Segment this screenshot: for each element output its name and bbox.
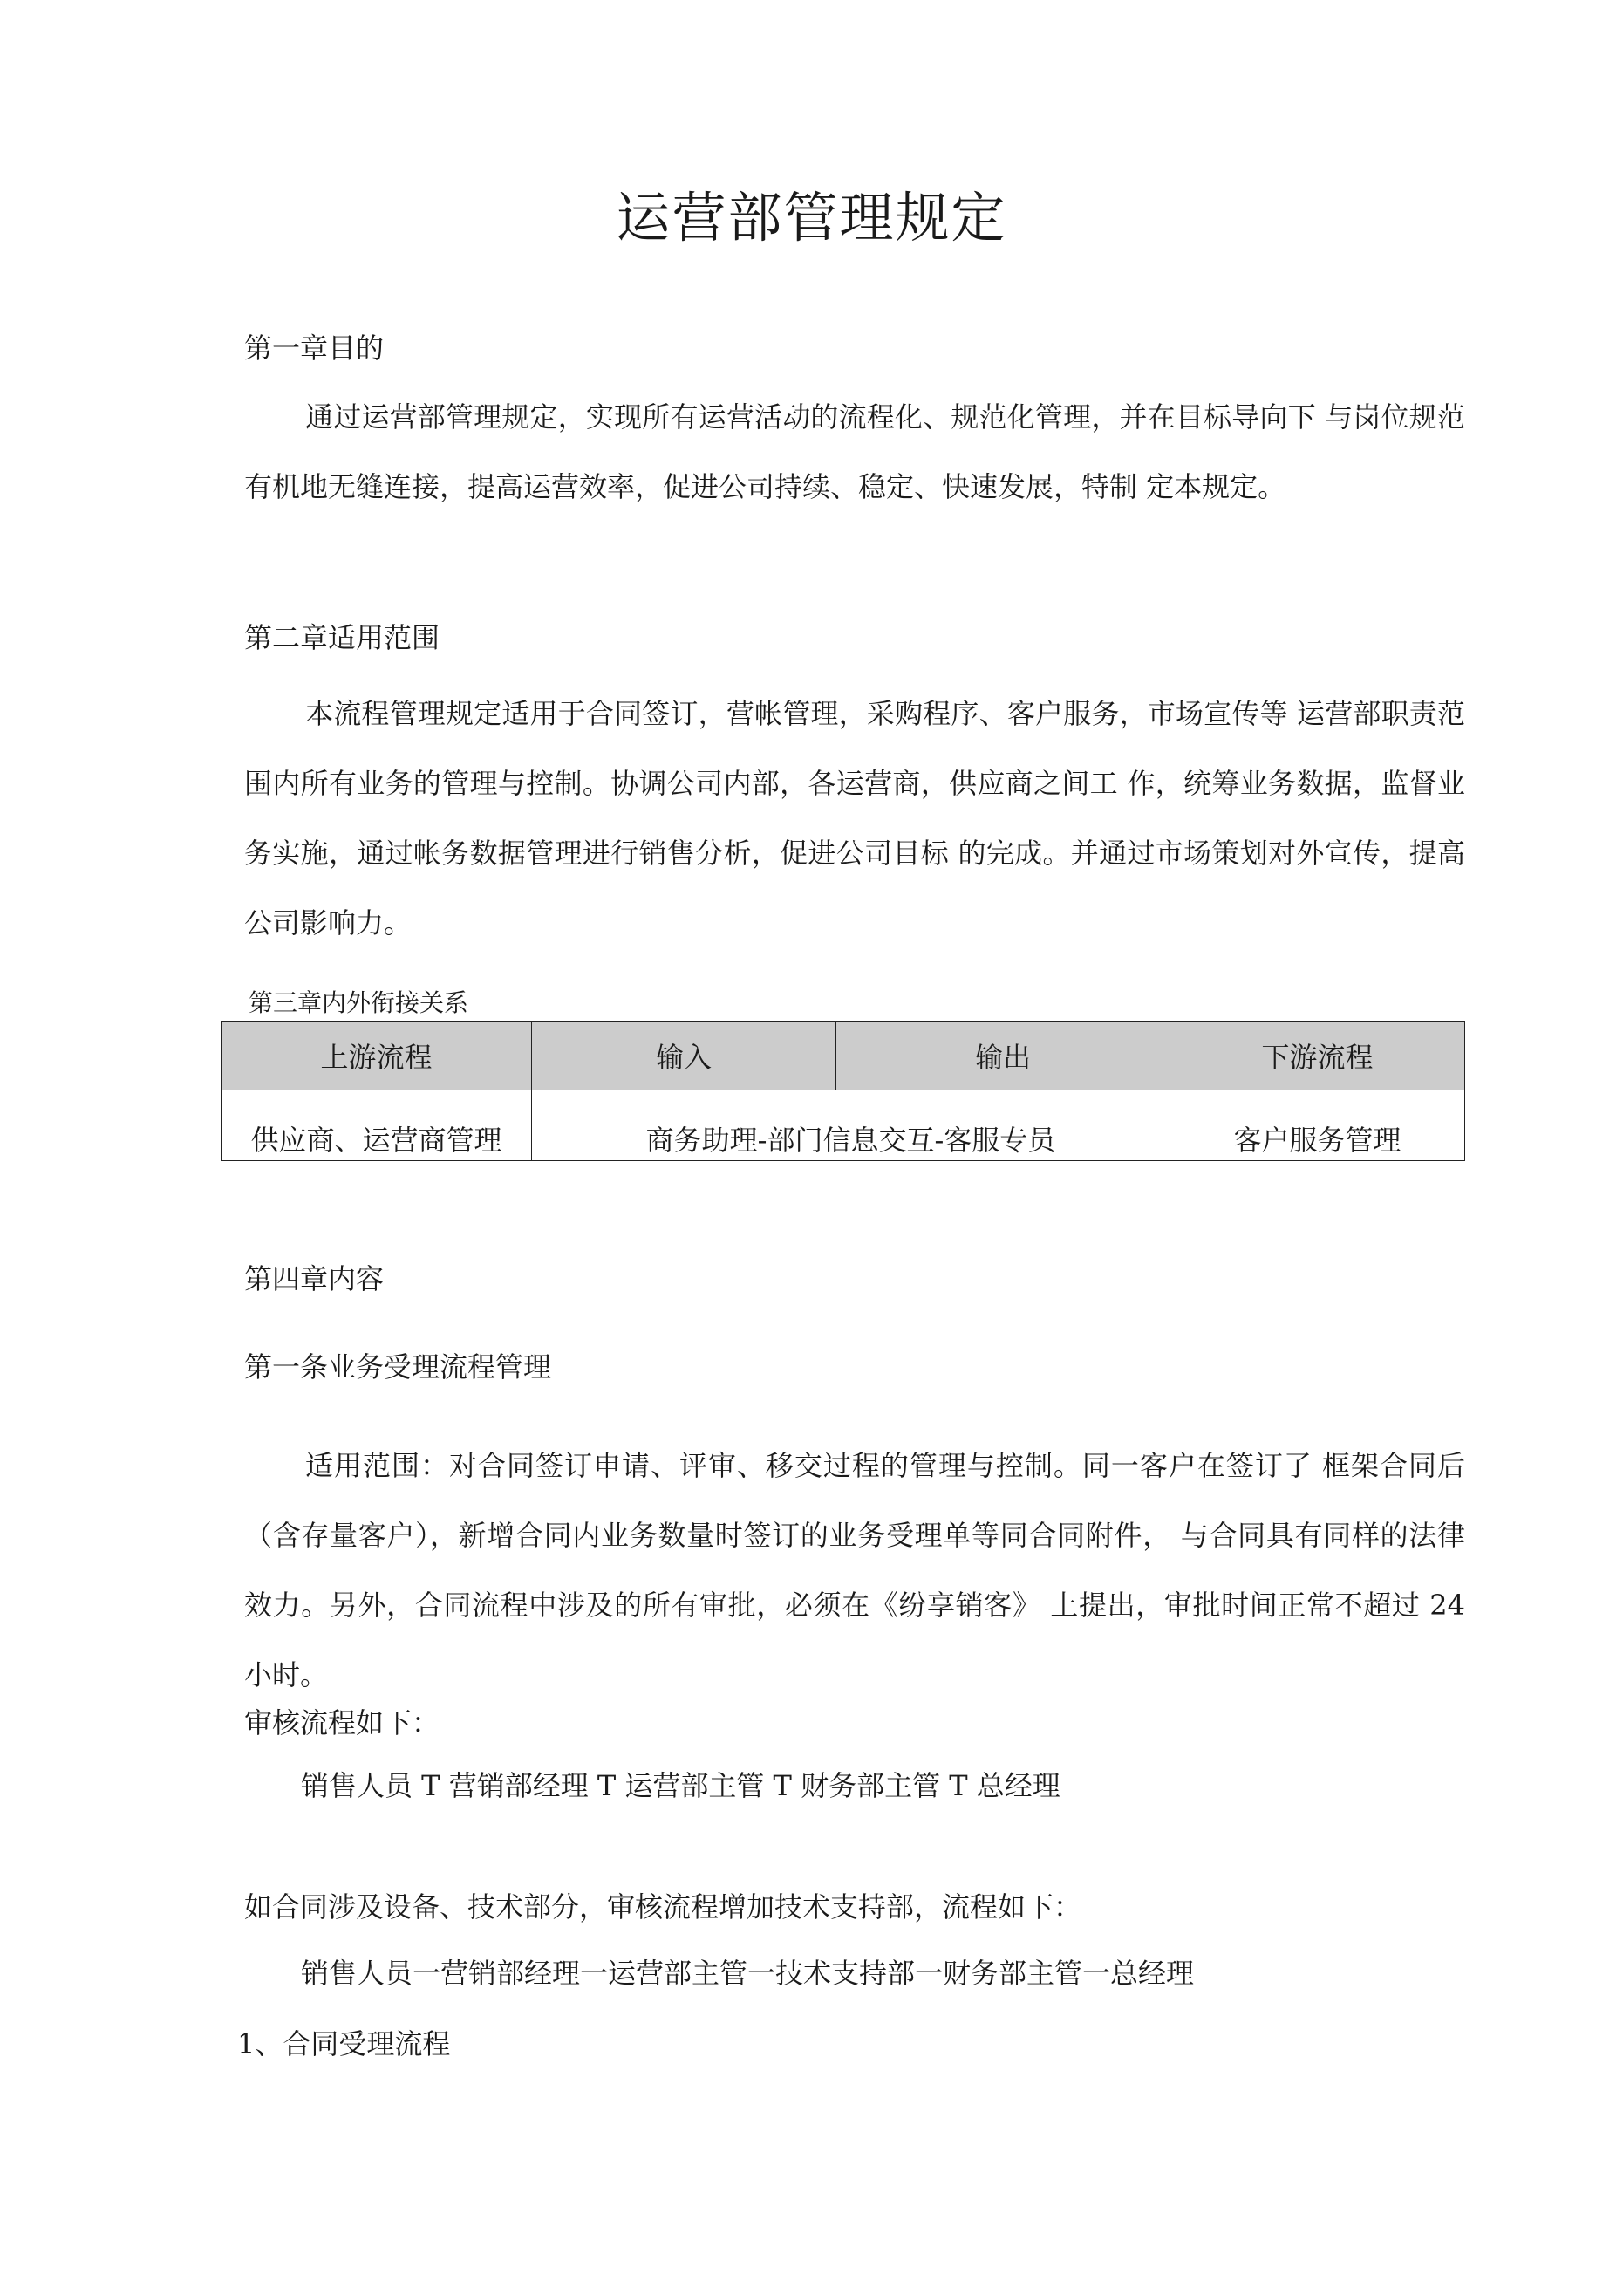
chapter4-heading: 第四章内容 bbox=[244, 1262, 385, 1295]
cell-upstream: 供应商、运营商管理 bbox=[222, 1090, 532, 1161]
col-header-output: 输出 bbox=[836, 1022, 1170, 1090]
chapter2-paragraph: 本流程管理规定适用于合同签订，营帐管理，采购程序、客户服务，市场宣传等 运营部职责范围内所有业务的管理与控制。协调公司内部，各运营商，供应商之间工 作，统筹业务数据，监督业务实施，通过帐务数据管理进行销售分析，促进公司目标 的完成。并通过市场策划对外宣传，提高公司影响力。 bbox=[244, 697, 1465, 940]
chapter1-paragraph: 通过运营部管理规定，实现所有运营活动的流程化、规范化管理，并在目标导向下 与岗位规范有机地无缝连接，提高运营效率，促进公司持续、稳定、快速发展，特制 定本规定。 bbox=[244, 400, 1465, 503]
review-flow: 销售人员 T 营销部经理 T 运营部主管 T 财务部主管 T 总经理 bbox=[301, 1769, 1060, 1802]
col-header-input: 输入 bbox=[532, 1022, 836, 1090]
review-flow-label: 审核流程如下： bbox=[244, 1706, 440, 1739]
cell-downstream: 客户服务管理 bbox=[1170, 1090, 1465, 1161]
chapter2-heading: 第二章适用范围 bbox=[244, 621, 440, 654]
chapter1-heading: 第一章目的 bbox=[244, 331, 385, 365]
tech-review-flow: 销售人员一营销部经理一运营部主管一技术支持部一财务部主管一总经理 bbox=[301, 1957, 1195, 1990]
col-header-upstream: 上游流程 bbox=[222, 1022, 532, 1090]
article1-paragraph: 适用范围：对合同签订申请、评审、移交过程的管理与控制。同一客户在签订了 框架合同后（含存量客户），新增合同内业务数量时签订的业务受理单等同合同附件， 与合同具有同样的法律效力。另外，合同流程中涉及的所有审批，必须在《纷享销客》 上提出，审批时间正常不超过 24 小时。 bbox=[244, 1449, 1465, 1691]
article1-heading: 第一条业务受理流程管理 bbox=[244, 1350, 552, 1384]
chapter3-heading: 第三章内外衔接关系 bbox=[249, 988, 469, 1017]
relation-table bbox=[221, 1021, 1465, 1161]
cell-input-output: 商务助理-部门信息交互-客服专员 bbox=[532, 1090, 1170, 1161]
document-title: 运营部管理规定 bbox=[616, 186, 1007, 249]
table-header-row bbox=[222, 1022, 1465, 1090]
tech-support-note: 如合同涉及设备、技术部分，审核流程增加技术支持部，流程如下： bbox=[244, 1890, 1082, 1924]
table-row bbox=[222, 1090, 1465, 1161]
col-header-downstream: 下游流程 bbox=[1170, 1022, 1465, 1090]
section-contract-acceptance: 1、合同受理流程 bbox=[237, 2027, 451, 2060]
